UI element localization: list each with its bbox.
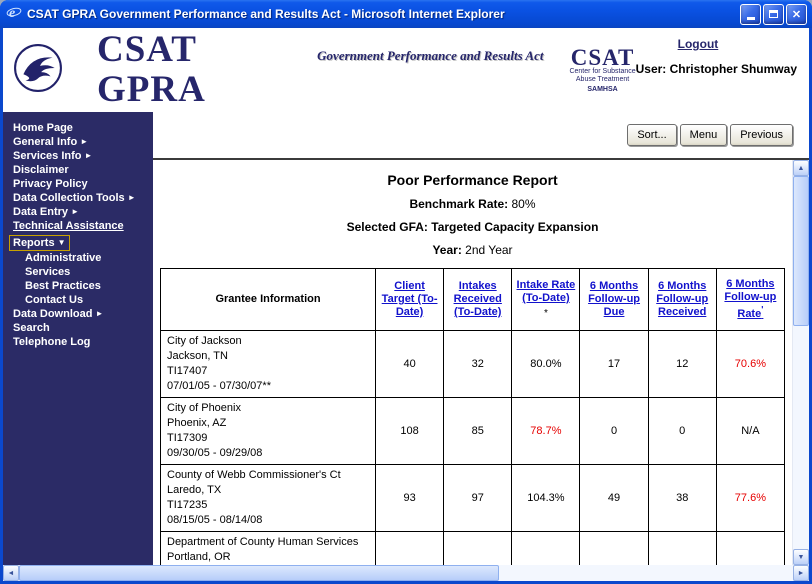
minimize-button[interactable] [740, 4, 761, 25]
report-table [160, 268, 785, 565]
intake-rate-sort-link[interactable]: Intake Rate (To-Date) [516, 279, 576, 304]
cell-intake-rate: 104.3% [512, 465, 580, 532]
grantee-dates: 08/15/05 - 08/14/08 [167, 514, 263, 526]
scroll-left-button[interactable] [3, 565, 19, 581]
brand-tagline: Government Performance and Results Act [317, 48, 544, 63]
followup-rate-footnote: ' [761, 304, 764, 315]
year-line [153, 243, 792, 257]
cell-client-target: 40 [376, 331, 444, 398]
followup-rate-sort-link[interactable]: 6 Months Follow-up Rate' [724, 277, 777, 321]
sidebar-item-disclaimer[interactable]: Disclaimer [13, 164, 69, 176]
col-header-grantee-information: Grantee Information [161, 269, 376, 331]
col-header-followup-received [648, 269, 716, 331]
sidebar-nav [3, 112, 153, 565]
col-header-client-target [376, 269, 444, 331]
followup-received-sort-link[interactable]: 6 Months Follow-up Received [656, 280, 709, 318]
sidebar-item-telephone-log[interactable]: Telephone Log [13, 336, 91, 348]
selected-gfa-value: Targeted Capacity Expansion [431, 220, 599, 234]
table-row [161, 532, 785, 566]
sidebar-item-contact-us[interactable]: Contact Us [25, 294, 84, 306]
cell-intakes-received: 85 [444, 398, 512, 465]
cell-followup-rate [716, 532, 784, 566]
toolbar [153, 112, 809, 160]
sidebar-item-home-page[interactable]: Home Page [13, 122, 73, 134]
previous-button[interactable]: Previous [730, 124, 793, 146]
table-row [161, 465, 785, 532]
cell-client-target: 108 [376, 398, 444, 465]
sidebar-item-search[interactable]: Search [13, 322, 50, 334]
sidebar-item-reports[interactable]: Reports ▼ [9, 235, 70, 251]
sidebar-item-privacy-policy[interactable]: Privacy Policy [13, 178, 88, 190]
vertical-scrollbar-thumb[interactable] [793, 176, 809, 326]
chevron-right-icon: ► [80, 137, 89, 146]
grantee-info-cell [161, 398, 376, 465]
maximize-icon [769, 10, 778, 18]
content-area [153, 112, 809, 565]
report-frame [153, 160, 809, 565]
grantee-info-cell [161, 532, 376, 566]
cell-intake-rate: 78.7% [512, 398, 580, 465]
selected-gfa-line [153, 220, 792, 234]
report-area [153, 160, 792, 565]
table-row [161, 398, 785, 465]
year-label: Year: [432, 243, 462, 257]
scroll-right-button[interactable] [793, 565, 809, 581]
cell-followup-rate: N/A [716, 398, 784, 465]
table-header-row [161, 269, 785, 331]
benchmark-rate-label: Benchmark Rate: [409, 197, 509, 211]
grantee-city-state: Portland, OR [167, 551, 231, 563]
csat-seal-line2: Abuse Treatment [575, 76, 630, 83]
grantee-name: City of Phoenix [167, 402, 241, 414]
cell-followup-received: 12 [648, 331, 716, 398]
scroll-up-button[interactable] [793, 160, 809, 176]
chevron-right-icon: ► [71, 207, 80, 216]
col-header-intake-rate [512, 269, 580, 331]
col-header-intakes-received [444, 269, 512, 331]
cell-intake-rate [512, 532, 580, 566]
followup-due-sort-link[interactable]: 6 Months Follow-up Due [588, 280, 641, 318]
cell-followup-rate: 70.6% [716, 331, 784, 398]
hhs-logo [13, 43, 63, 98]
horizontal-scrollbar[interactable] [3, 565, 809, 581]
logout-link[interactable]: Logout [677, 37, 719, 51]
col-header-followup-rate [716, 269, 784, 331]
scroll-down-icon: ▼ [797, 553, 805, 561]
grantee-dates: 09/30/05 - 09/29/08 [167, 447, 263, 459]
cell-followup-due: 49 [580, 465, 648, 532]
intakes-received-sort-link[interactable]: Intakes Received (To-Date) [453, 280, 502, 318]
window-controls [740, 4, 807, 25]
sidebar-item-data-download[interactable]: Data Download ► [13, 308, 104, 320]
scroll-up-icon: ▲ [797, 164, 805, 172]
chevron-right-icon: ► [127, 193, 136, 202]
grantee-city-state: Laredo, TX [167, 484, 222, 496]
year-value: 2nd Year [465, 243, 513, 257]
grantee-grant-id: TI17309 [167, 432, 208, 444]
close-button[interactable] [786, 4, 807, 25]
svg-text:e: e [9, 5, 16, 20]
selected-gfa-label: Selected GFA: [346, 220, 428, 234]
window-title: CSAT GPRA Government Performance and Results Act - Microsoft Internet Explorer [27, 7, 505, 21]
cell-followup-due: 0 [580, 398, 648, 465]
brand-title: CSAT GPRA [97, 29, 206, 110]
minimize-icon [747, 17, 755, 20]
close-icon: ✕ [791, 8, 802, 21]
scroll-down-button[interactable] [793, 549, 809, 565]
cell-client-target: 93 [376, 465, 444, 532]
sidebar-item-technical-assistance[interactable]: Technical Assistance [13, 220, 124, 232]
grantee-city-state: Jackson, TN [167, 350, 228, 362]
user-label: User: Christopher Shumway [635, 62, 797, 76]
page-header [3, 28, 809, 112]
scroll-right-icon: ► [797, 569, 805, 577]
main-area [3, 112, 809, 565]
cell-followup-received: 0 [648, 398, 716, 465]
sidebar-item-data-entry[interactable]: Data Entry ► [13, 206, 80, 218]
cell-followup-rate: 77.6% [716, 465, 784, 532]
cell-intakes-received [444, 532, 512, 566]
cell-intake-rate: 80.0% [512, 331, 580, 398]
client-target-sort-link[interactable]: Client Target (To-Date) [381, 280, 438, 318]
sidebar-item-services-info[interactable]: Services Info ► [13, 150, 93, 162]
grantee-grant-id: TI17407 [167, 365, 208, 377]
col-header-followup-due [580, 269, 648, 331]
csat-seal-line1: Center for Substance [569, 68, 636, 75]
vertical-scrollbar[interactable] [792, 160, 809, 565]
table-row [161, 331, 785, 398]
benchmark-rate-line [153, 197, 792, 211]
grantee-name: City of Jackson [167, 335, 242, 347]
vertical-scrollbar-track[interactable] [793, 176, 809, 549]
title-bar[interactable] [0, 0, 812, 28]
cell-followup-due [580, 532, 648, 566]
chevron-right-icon: ► [84, 151, 93, 160]
samhsa-label: SAMHSA [587, 86, 618, 93]
intake-rate-footnote: * [543, 308, 548, 319]
horizontal-scrollbar-thumb[interactable] [19, 565, 499, 581]
grantee-info-cell [161, 465, 376, 532]
maximize-button[interactable] [763, 4, 784, 25]
cell-intakes-received: 97 [444, 465, 512, 532]
horizontal-scrollbar-track[interactable] [19, 565, 793, 581]
sidebar-item-data-collection-tools[interactable]: Data Collection Tools ► [13, 192, 136, 204]
cell-followup-received: 38 [648, 465, 716, 532]
brand [97, 30, 543, 110]
chevron-down-icon: ▼ [57, 238, 66, 247]
page-frame [3, 28, 809, 581]
cell-intakes-received: 32 [444, 331, 512, 398]
menu-button[interactable]: Menu [680, 124, 728, 146]
sidebar-item-general-info[interactable]: General Info ► [13, 136, 89, 148]
grantee-grant-id: TI17235 [167, 499, 208, 511]
scroll-left-icon: ◄ [7, 569, 15, 577]
grantee-city-state: Phoenix, AZ [167, 417, 227, 429]
csat-seal-title: CSAT [570, 45, 635, 70]
csat-seal [569, 47, 635, 93]
benchmark-rate-value: 80% [511, 197, 536, 211]
sidebar-item-best-practices[interactable]: Best Practices [25, 280, 101, 292]
grantee-info-cell [161, 331, 376, 398]
header-right [636, 37, 801, 76]
sort-button[interactable]: Sort... [627, 124, 676, 146]
ie-icon [6, 4, 22, 25]
page-title: Poor Performance Report [387, 172, 558, 188]
cell-client-target [376, 532, 444, 566]
sidebar-item-administrative-services[interactable]: Administrative Services [25, 252, 102, 278]
grantee-name: County of Webb Commissioner's Ct [167, 469, 341, 481]
chevron-right-icon: ► [95, 309, 104, 318]
grantee-dates: 07/01/05 - 07/30/07** [167, 380, 271, 392]
cell-followup-received [648, 532, 716, 566]
cell-followup-due: 17 [580, 331, 648, 398]
grantee-name: Department of County Human Services [167, 536, 359, 548]
